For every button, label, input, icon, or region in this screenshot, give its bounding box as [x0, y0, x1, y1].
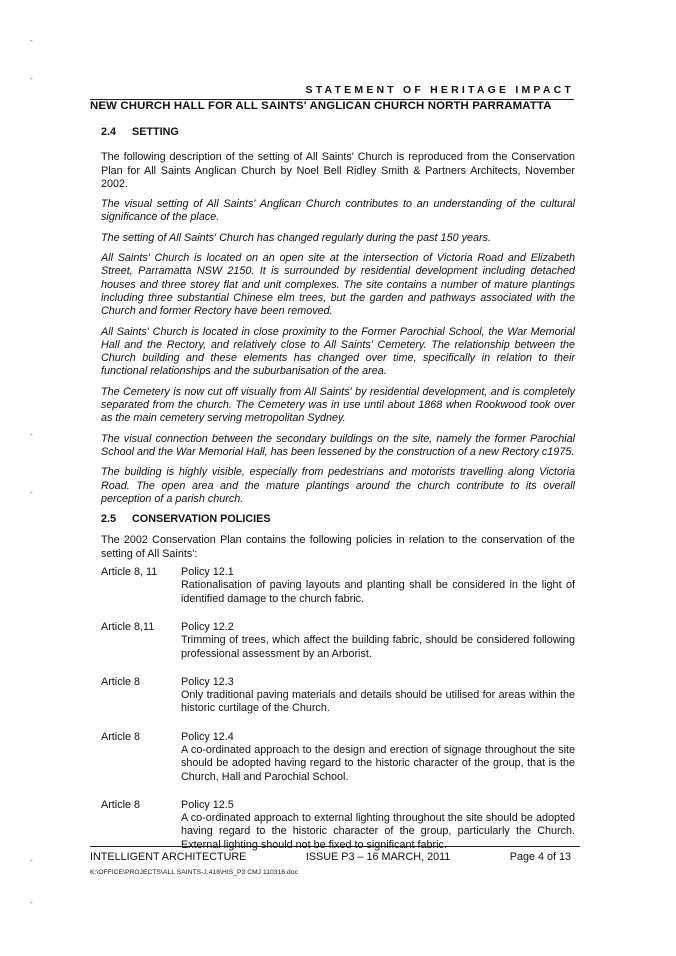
policy-article: Article 8,11 [101, 620, 155, 633]
policy-row [101, 566, 575, 606]
footer-file-path: K:\OFFICE\PROJECTS\ALL SAINTS-J.418\HIS_P3 CMJ 110316.doc [90, 869, 298, 876]
policy-row [101, 676, 575, 716]
policy-number: Policy 12.1 [181, 566, 234, 579]
section-heading-policies [101, 513, 575, 526]
policy-article: Article 8 [101, 675, 141, 688]
policy-number: Policy 12.2 [181, 620, 234, 633]
setting-paragraph: The Cemetery is now cut off visually from All Saints' by residential development, and is completely separated from the church. The Cemetery was in use until about 1868 when Rookwood took over as the main cemetery serving metropolitan Sydney. [101, 385, 575, 425]
setting-paragraph: The building is highly visible, especially from pedestrians and motorists travelling along Victoria Road. The open area and the mature plantings around the church contribute to its overall perception of a parish church. [101, 466, 575, 505]
policy-number: Policy 12.4 [181, 730, 234, 743]
setting-paragraph: The visual connection between the secondary buildings on the site, namely the former Parochial School and the War Memorial Hall, has been lessened by the construction of a new Rectory c1975. [101, 432, 575, 458]
footer-issue: ISSUE P3 – 16 MARCH, 2011 [305, 851, 451, 863]
policy-row [101, 621, 575, 661]
document-body [101, 126, 575, 867]
section-number: 2.4 [101, 126, 117, 138]
policy-article: Article 8, 11 [101, 566, 158, 579]
section-number: 2.5 [101, 513, 117, 526]
policy-text: Only traditional paving materials and details should be utilised for areas within the historic curtilage of the Church. [181, 689, 575, 715]
section-title: CONSERVATION POLICIES [132, 513, 271, 526]
policy-number: Policy 12.3 [181, 675, 234, 688]
scan-mark: - [30, 36, 33, 45]
setting-paragraph: All Saints' Church is located on an open site at the intersection of Victoria Road and Elizabeth Street, Parramatta NSW 2150. It is surrounded by residential development including detached houses and three storey flat and unit complexes. The site contains a number of mature plantings including three substantial Chinese elm trees, but the garden and pathways associated with the Church and former Rectory have been removed. [101, 252, 575, 318]
policy-row [101, 799, 575, 852]
scan-mark: - [30, 898, 33, 907]
policies-intro: The 2002 Conservation Plan contains the following policies in relation to the conservation of the setting of All Saints': [101, 534, 575, 560]
section-heading-setting [101, 126, 575, 139]
setting-paragraph: The visual setting of All Saints' Anglican Church contributes to an understanding of the cultural significance of the place. [101, 198, 575, 224]
setting-paragraph: All Saints' Church is located in close proximity to the Former Parochial School, the War Memorial Hall and the Rectory, and relatively close to All Saints' Cemetery. The relationship between the Church building and these elements has changed over time, specifically in relation to their functional relationships and the suburbanisation of the area. [101, 325, 575, 378]
scan-mark: - [30, 430, 33, 439]
footer-company: INTELLIGENT ARCHITECTURE [90, 851, 247, 863]
policy-article: Article 8 [101, 798, 141, 811]
scan-mark: - [30, 856, 33, 865]
document-subtitle: NEW CHURCH HALL FOR ALL SAINTS' ANGLICAN CHURCH NORTH PARRAMATTA [90, 100, 552, 112]
setting-intro: The following description of the setting of All Saints' Church is reproduced from the Conservation Plan for All Saints Anglican Church by Noel Bell Ridley Smith & Partners Architects, November 2002. [101, 151, 575, 190]
setting-paragraph: The setting of All Saints' Church has changed regularly during the past 150 years. [101, 231, 491, 244]
policy-text: A co-ordinated approach to external lighting throughout the site should be adopted having regard to the historic character of the group, particularly the Church. External lighting should not be fixed to significant fabric. [181, 812, 575, 851]
footer-page-number: Page 4 of 13 [509, 851, 571, 863]
page-footer [90, 851, 571, 863]
policy-text: A co-ordinated approach to the design and erection of signage throughout the site should be adopted having regard to the historic character of the group, that is the Church, Hall and Parochial School. [181, 743, 575, 783]
scan-mark: - [30, 488, 33, 497]
policy-article: Article 8 [101, 730, 141, 743]
document-header-title: STATEMENT OF HERITAGE IMPACT [305, 84, 574, 96]
policy-number: Policy 12.5 [181, 798, 234, 811]
policy-row [101, 731, 575, 784]
scan-mark: - [30, 74, 33, 83]
footer-divider [90, 846, 580, 847]
policy-text: Trimming of trees, which affect the building fabric, should be considered following professional assessment by an Arborist. [181, 634, 575, 660]
section-title: SETTING [132, 126, 179, 138]
policy-text: Rationalisation of paving layouts and planting shall be considered in the light of identified damage to the church fabric. [181, 579, 575, 605]
